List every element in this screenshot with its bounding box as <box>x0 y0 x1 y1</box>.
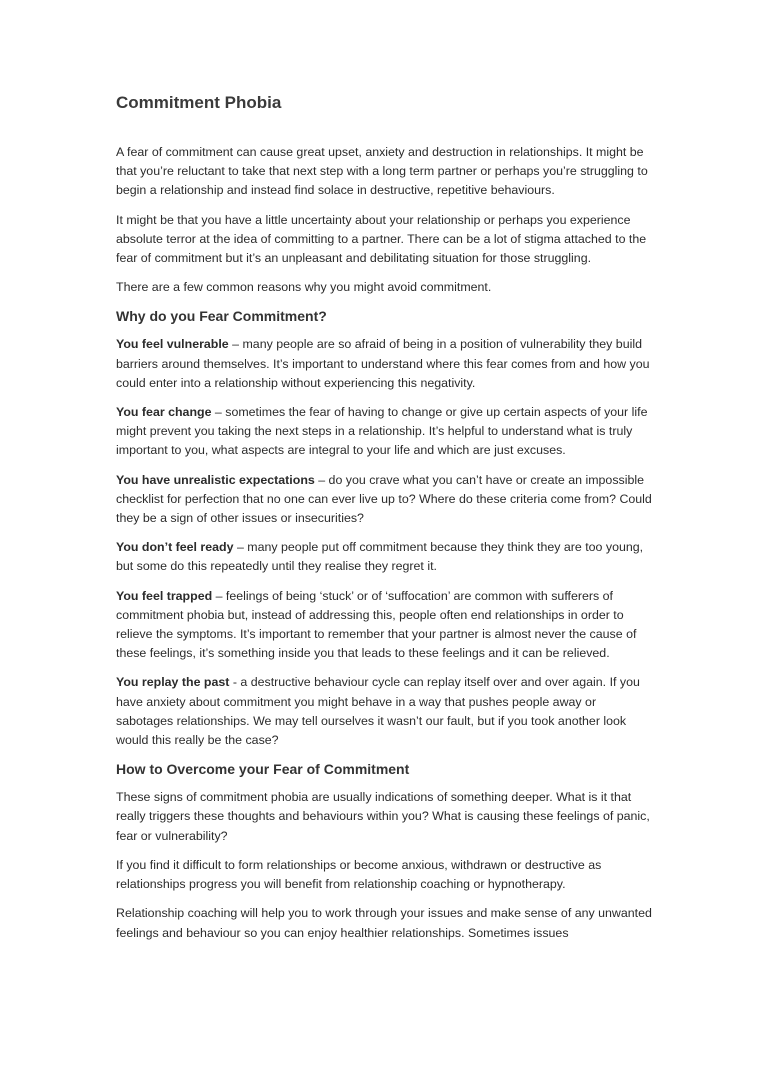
reason-text: – do you crave what you can’t have or create an impossible checklist for perfection that no one can ever live up to? Where do these criteria come from? Could they be a sign of other issues or insecurities? <box>116 472 652 526</box>
reason-text: – feelings of being ‘stuck’ or of ‘suffocation’ are common with sufferers of commitment phobia but, instead of addressing this, people often end relationships in order to relieve the symptoms. It’s important to remember that your partner is almost never the cause of these feelings, it’s something inside you that leads to these feelings and it can be relieved. <box>116 588 637 661</box>
reason-text: – sometimes the fear of having to change or give up certain aspects of your life might prevent you taking the next steps in a relationship. It’s helpful to understand what is truly important to you, what aspects are integral to your life and which are just excuses. <box>116 405 648 458</box>
section-heading-why: Why do you Fear Commitment? <box>116 308 327 325</box>
overcome-paragraph-1: These signs of commitment phobia are usually indications of something deeper. What is it that really triggers these thoughts and behaviours within you? What is causing these feelings of panic, fear or vulnerability? <box>116 790 650 843</box>
reason-text: – many people are so afraid of being in a position of vulnerability they build barriers around themselves. It’s important to understand where this fear comes from and how you could enter into a relationship without experiencing this negativity. <box>116 337 650 390</box>
reason-text: – many people put off commitment because they think they are too young, but some do this repeatedly until they realise they regret it. <box>116 540 644 574</box>
reason-paragraph-past <box>116 673 656 750</box>
reason-term: You replay the past <box>116 675 230 690</box>
reason-paragraph-expectations <box>116 471 656 529</box>
overcome-paragraph-2: If you find it difficult to form relationships or become anxious, withdrawn or destructive as relationships progress you will benefit from relationship coaching or hypnotherapy. <box>116 857 602 892</box>
reason-paragraph-change <box>116 403 656 461</box>
document-page <box>116 92 656 953</box>
intro-paragraph-2: It might be that you have a little uncertainty about your relationship or perhaps you experience absolute terror at the idea of committing to a partner. There can be a lot of stigma attached to the fear of commitment but it’s an unpleasant and debilitating situation for those struggling. <box>116 212 647 266</box>
overcome-paragraph-3: Relationship coaching will help you to work through your issues and make sense of any unwanted feelings and behaviour so you can enjoy healthier relationships. Sometimes issues <box>116 906 652 940</box>
reason-term: You feel trapped <box>116 588 213 603</box>
reason-paragraph-trapped <box>116 587 656 664</box>
reason-paragraph-ready <box>116 538 656 576</box>
reason-text: - a destructive behaviour cycle can replay itself over and over again. If you have anxiety about commitment you might behave in a way that pushes people away or sabotages relationships. We may tell ourselves it wasn’t our fault, but if you took another look would this really be the case? <box>116 675 640 748</box>
reason-term: You don’t feel ready <box>116 540 234 555</box>
section-heading-overcome: How to Overcome your Fear of Commitment <box>116 761 410 778</box>
reason-term: You fear change <box>116 405 212 420</box>
reason-term: You have unrealistic expectations <box>116 472 315 487</box>
reason-term: You feel vulnerable <box>116 337 229 352</box>
intro-paragraph-3: There are a few common reasons why you might avoid commitment. <box>116 280 492 295</box>
intro-paragraph-1: A fear of commitment can cause great upset, anxiety and destruction in relationships. It might be that you’re reluctant to take that next step with a long term partner or perhaps you’re struggling to begin a relationship and instead find solace in destructive, repetitive behaviours. <box>116 145 648 198</box>
reason-paragraph-vulnerable <box>116 335 656 393</box>
document-title: Commitment Phobia <box>116 93 282 112</box>
